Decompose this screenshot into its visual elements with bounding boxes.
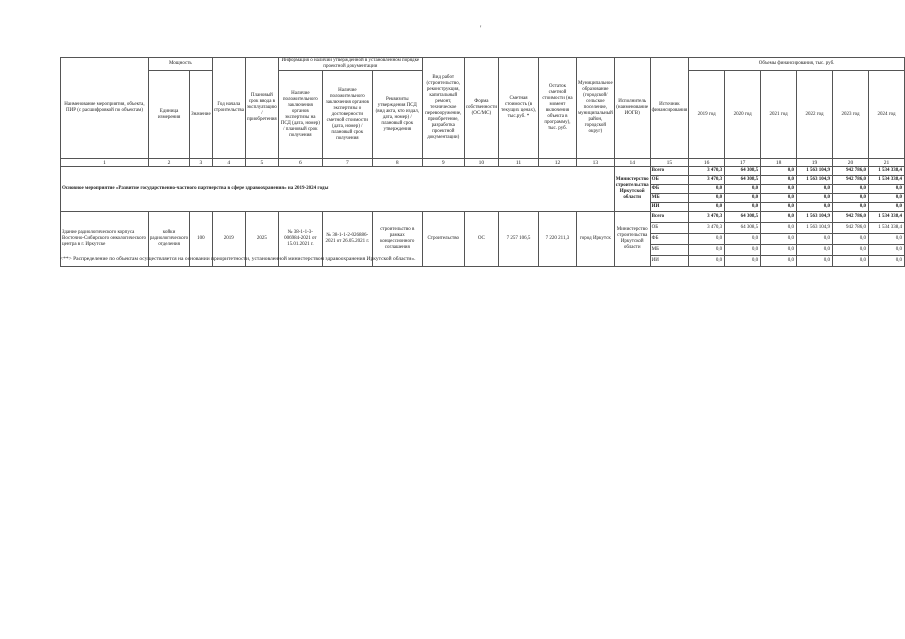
amount-cell: 0,0 [833,194,869,203]
header-capacity-value: Значение [190,71,213,159]
column-number: 18 [761,159,797,167]
amount-cell: 0,0 [797,203,833,212]
header-start-year: Год начала строительства [212,58,245,159]
column-number: 11 [499,159,539,167]
object-value: 100 [190,212,213,267]
header-docs-estimate: Наличие положительного заключения органов экспертизы о достоверности сметной стоимости (дата, номер) / плановый срок получения [322,71,372,159]
amount-cell: 1 563 104,9 [797,223,833,234]
source-cell: ФБ [650,185,689,194]
column-number: 1 [61,159,149,167]
column-number: 4 [212,159,245,167]
amount-cell: 0,0 [797,234,833,245]
column-number: 3 [190,159,213,167]
column-number: 12 [538,159,576,167]
column-number: 7 [322,159,372,167]
header-capacity-unit: Единица измерения [148,71,189,159]
header-year: 2024 год [868,71,904,159]
object-unit: койки радиологического отделения [148,212,189,267]
column-number: 17 [725,159,761,167]
amount-cell: 3 470,3 [689,167,725,176]
amount-cell: 0,0 [761,223,797,234]
object-executor: Министерство строительства Иркутской области [614,212,650,267]
amount-cell: 1 563 104,9 [797,212,833,223]
amount-cell: 0,0 [761,194,797,203]
header-docs-expertise: Наличие положительного заключения органов экспертизы на ПСД (дата, номер) / плановый срок получения [278,71,322,159]
amount-cell: 1 563 104,9 [797,167,833,176]
amount-cell: 0,0 [797,245,833,256]
object-commission: 2025 [245,212,278,267]
column-number: 9 [422,159,464,167]
amount-cell: 64 308,5 [725,212,761,223]
header-capacity: Мощность [148,58,212,71]
amount-cell: 64 308,5 [725,167,761,176]
amount-cell: 0,0 [761,167,797,176]
header-funding: Объемы финансирования, тыс. руб. [689,58,905,71]
amount-cell: 942 786,0 [833,167,869,176]
amount-cell: 0,0 [689,256,725,267]
source-cell: ИИ [650,203,689,212]
header-year: 2019 год [689,71,725,159]
header-remaining: Остаток сметной стоимости (на момент включения объекта в программу), тыс. руб. [538,58,576,159]
object-start-year: 2019 [212,212,245,267]
amount-cell: 0,0 [868,234,904,245]
header-year: 2023 год [833,71,869,159]
amount-cell: 0,0 [761,234,797,245]
amount-cell: 0,0 [725,234,761,245]
object-estimate: № 38-1-1-2-026886-2021 от 26.05.2021 г. [322,212,372,267]
amount-cell: 0,0 [868,194,904,203]
column-number: 20 [833,159,869,167]
column-number: 14 [614,159,650,167]
source-cell: Всего [650,167,689,176]
object-approval: строительство в рамках концессионного соглашения [372,212,422,267]
object-ownership: ОС [464,212,498,267]
amount-cell: 0,0 [868,256,904,267]
amount-cell: 0,0 [761,203,797,212]
object-remaining: 7 220 211,3 [538,212,576,267]
object-expertise: № 38-1-1-3-006984-2021 от 15.01.2021 г. [278,212,322,267]
amount-cell: 0,0 [761,256,797,267]
source-cell: ИИ [650,256,689,267]
header-work-type: Вид работ (строительство, реконструкция, капитальный ремонт, техническое перевооружение, приобретение, разработка проектной документации) [422,58,464,159]
amount-cell: 0,0 [725,185,761,194]
amount-cell: 0,0 [833,256,869,267]
amount-cell: 64 308,5 [725,176,761,185]
header-docs-approval: Реквизиты утверждения ПСД (вид акта, кто издал, дата, номер) / плановый срок утверждения [372,71,422,159]
amount-cell: 1 534 338,4 [868,212,904,223]
object-cost: 7 257 106,5 [499,212,539,267]
amount-cell: 0,0 [797,194,833,203]
column-numbers-row [61,159,905,167]
main-event-executor: Министерство строительства Иркутской области [614,167,650,212]
amount-cell: 0,0 [868,245,904,256]
column-number: 16 [689,159,725,167]
header-planned-commission: Плановый срок ввода в эксплуатацию / приобретения [245,58,278,159]
header-year: 2022 год [797,71,833,159]
amount-cell: 0,0 [689,194,725,203]
column-number: 13 [576,159,614,167]
header-cost: Сметная стоимость (в текущих ценах), тыс.руб. * [499,58,539,159]
amount-cell: 942 786,0 [833,212,869,223]
financing-table [60,57,905,267]
top-mark: ' [480,24,482,33]
amount-cell: 0,0 [797,185,833,194]
amount-cell: 942 786,0 [833,223,869,234]
header-municipality: Муниципальное образование (городской/сельское поселение, муниципальный район, городской округ) [576,58,614,159]
amount-cell: 0,0 [833,245,869,256]
amount-cell: 0,0 [761,176,797,185]
amount-cell: 1 534 338,4 [868,167,904,176]
object-work-type: Строительство [422,212,464,267]
amount-cell: 0,0 [868,203,904,212]
amount-cell: 0,0 [725,194,761,203]
amount-cell: 0,0 [761,245,797,256]
header-docs-info: Информация о наличии утвержденной в установленном порядке проектной документации [278,58,422,71]
column-number: 8 [372,159,422,167]
header-ownership: Форма собственности (ОС/МС) [464,58,498,159]
amount-cell: 0,0 [833,185,869,194]
amount-cell: 0,0 [761,185,797,194]
amount-cell: 0,0 [725,245,761,256]
column-number: 15 [650,159,689,167]
amount-cell: 0,0 [689,234,725,245]
header-executor: Исполнитель (наименование ИОГВ) [614,58,650,159]
object-name: Здание радиологического корпуса Восточно-Сибирского онкологического центра в г. Иркутске [61,212,149,267]
amount-cell: 0,0 [725,203,761,212]
source-cell: МБ [650,194,689,203]
column-number: 21 [868,159,904,167]
amount-cell: 3 470,3 [689,212,725,223]
amount-cell: 1 534 338,4 [868,223,904,234]
column-number: 2 [148,159,189,167]
column-number: 5 [245,159,278,167]
amount-cell: 0,0 [833,203,869,212]
amount-cell: 3 470,3 [689,176,725,185]
main-event-title: Основное мероприятие «Развитие государственно-частного партнерства в сфере здравоохранения» на 2019-2024 годы [61,167,615,212]
source-cell: МБ [650,245,689,256]
amount-cell: 0,0 [689,185,725,194]
column-number: 19 [797,159,833,167]
object-municipality: город Иркутск [576,212,614,267]
amount-cell: 0,0 [868,185,904,194]
header-year: 2021 год [761,71,797,159]
column-number: 10 [464,159,498,167]
header-source: Источник финансирования [650,58,689,159]
source-cell: ОБ [650,223,689,234]
amount-cell: 942 786,0 [833,176,869,185]
amount-cell: 0,0 [725,256,761,267]
amount-cell: 0,0 [689,203,725,212]
amount-cell: 0,0 [797,256,833,267]
amount-cell: 1 563 104,9 [797,176,833,185]
source-cell: ФБ [650,234,689,245]
amount-cell: 0,0 [761,212,797,223]
header-year: 2020 год [725,71,761,159]
source-cell: ОБ [650,176,689,185]
footnote: <**> Распределение по объектам осуществляется на основании приоритетности, установленной министерством здравоохранения Иркутской области». [60,256,416,262]
source-cell: Всего [650,212,689,223]
column-number: 6 [278,159,322,167]
amount-cell: 1 534 338,4 [868,176,904,185]
amount-cell: 0,0 [833,234,869,245]
header-name: Наименование мероприятия, объекта, ПИР (с расшифровкой по объектам) [61,58,149,159]
amount-cell: 64 308,5 [725,223,761,234]
amount-cell: 0,0 [689,245,725,256]
amount-cell: 3 470,3 [689,223,725,234]
